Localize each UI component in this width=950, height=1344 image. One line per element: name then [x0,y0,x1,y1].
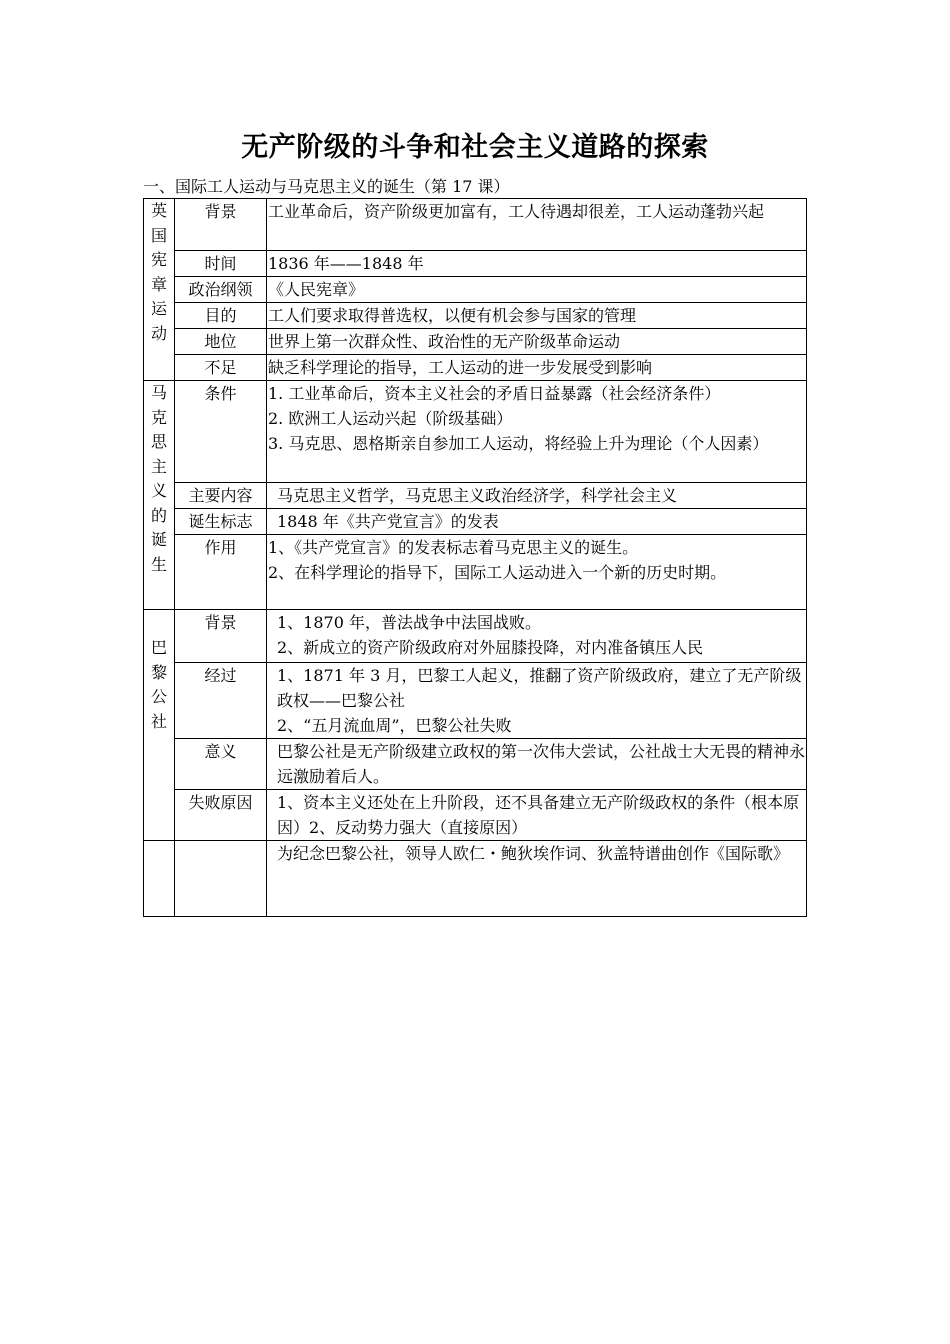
group-label-chartism: 英 国 宪 章 运 动 [144,199,175,381]
table-row [144,381,807,483]
row-content: 1836 年——1848 年 [267,251,807,277]
row-content: 1、1870 年，普法战争中法国战败。 2、新成立的资产阶级政府对外屈膝投降，对内准备镇压人民 [267,610,807,663]
row-content: 1. 工业革命后，资本主义社会的矛盾日益暴露（社会经济条件） 2. 欧洲工人运动兴起（阶级基础） 3. 马克思、恩格斯亲自参加工人运动，将经验上升为理论（个人因素） [267,381,807,483]
row-label: 背景 [175,610,267,663]
group-label-paris-commune: 巴 黎 公 社 [144,610,175,841]
row-content: 1、《共产党宣言》的发表标志着马克思主义的诞生。 2、在科学理论的指导下，国际工人运动进入一个新的历史时期。 [267,535,807,610]
table-row [144,739,807,790]
table-row [144,329,807,355]
row-label: 背景 [175,199,267,251]
row-label: 作用 [175,535,267,610]
section-heading: 一、国际工人运动与马克思主义的诞生（第 17 课） [143,177,510,196]
table-row [144,277,807,303]
table-row [144,610,807,663]
group-label-marxism: 马 克 思 主 义 的 诞 生 [144,381,175,610]
table-row [144,483,807,509]
row-label: 失败原因 [175,790,267,841]
row-content: 《人民宪章》 [267,277,807,303]
row-label: 不足 [175,355,267,381]
empty-cell [144,841,175,917]
row-content: 工人们要求取得普选权，以便有机会参与国家的管理 [267,303,807,329]
summary-table [143,198,807,917]
row-content: 工业革命后，资产阶级更加富有，工人待遇却很差，工人运动蓬勃兴起 [267,199,807,251]
table-row [144,841,807,917]
table-row [144,535,807,610]
table-row [144,790,807,841]
row-label: 政治纲领 [175,277,267,303]
row-content: 1848 年《共产党宣言》的发表 [267,509,807,535]
empty-cell [175,841,267,917]
row-content: 1、1871 年 3 月，巴黎工人起义，推翻了资产阶级政府，建立了无产阶级政权——巴黎公社 2、“五月流血周”，巴黎公社失败 [267,663,807,739]
row-content: 为纪念巴黎公社，领导人欧仁・鲍狄埃作词、狄盖特谱曲创作《国际歌》 [267,841,807,917]
row-label: 地位 [175,329,267,355]
row-content: 马克思主义哲学，马克思主义政治经济学，科学社会主义 [267,483,807,509]
row-content: 世界上第一次群众性、政治性的无产阶级革命运动 [267,329,807,355]
row-label: 目的 [175,303,267,329]
row-label: 主要内容 [175,483,267,509]
row-label: 意义 [175,739,267,790]
row-label: 经过 [175,663,267,739]
table-row [144,199,807,251]
table-row [144,303,807,329]
table-row [144,251,807,277]
row-content: 缺乏科学理论的指导，工人运动的进一步发展受到影响 [267,355,807,381]
row-label: 时间 [175,251,267,277]
table-row [144,355,807,381]
table-row [144,509,807,535]
row-label: 条件 [175,381,267,483]
row-content: 巴黎公社是无产阶级建立政权的第一次伟大尝试，公社战士大无畏的精神永远激励着后人。 [267,739,807,790]
row-content: 1、资本主义还处在上升阶段，还不具备建立无产阶级政权的条件（根本原因）2、反动势力强大（直接原因） [267,790,807,841]
table-row [144,663,807,739]
row-label: 诞生标志 [175,509,267,535]
page-title: 无产阶级的斗争和社会主义道路的探索 [241,132,709,163]
